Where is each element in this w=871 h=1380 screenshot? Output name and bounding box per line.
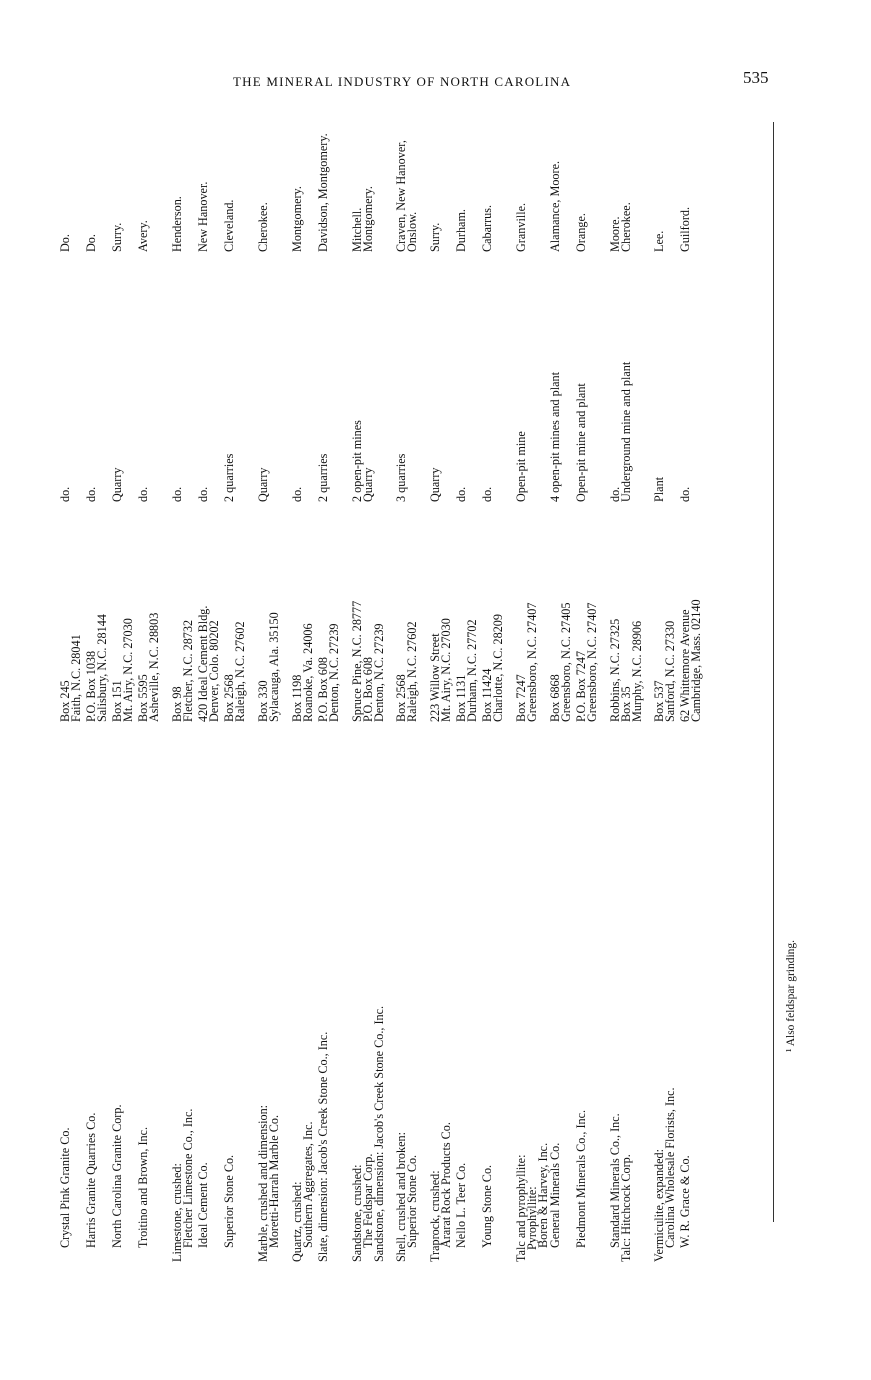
- table-row-address: [292, 502, 314, 722]
- table-row-address: [550, 502, 572, 722]
- county-line: Orange.: [574, 213, 588, 252]
- table-row-address: [610, 502, 644, 722]
- table-row-name: [112, 722, 123, 1262]
- address-line: Box 35: [619, 686, 634, 722]
- county-line: Do.: [58, 234, 72, 252]
- type-line: Underground mine and plant: [619, 361, 634, 502]
- name-line: Limestone, crushed:: [170, 1163, 184, 1262]
- county-line: Surry.: [110, 222, 124, 252]
- table-row-name: [138, 722, 149, 1262]
- type-line: Quarry: [110, 467, 124, 502]
- type-line: Quarry: [361, 467, 376, 502]
- address-line: Box 2568: [222, 674, 236, 722]
- type-line: 2 open-pit mines: [350, 420, 364, 502]
- address-line: Fletcher, N.C. 28732: [181, 619, 196, 722]
- table-row-address: [224, 502, 246, 722]
- address-line: P.O. Box 608: [361, 656, 376, 722]
- table-row-type: [224, 252, 235, 502]
- type-line: do.: [454, 486, 468, 502]
- table-row-county: [292, 122, 303, 252]
- county-line: Cabarrus.: [480, 204, 494, 252]
- address-line: Box 2568: [394, 674, 408, 722]
- county-line: Onslow.: [405, 211, 420, 252]
- address-line: 223 Willow Street: [428, 633, 442, 722]
- county-line: Craven, New Hanover,: [394, 140, 408, 252]
- address-line: Roanoke, Va. 24006: [301, 623, 316, 722]
- address-line: Box 6868: [548, 674, 562, 722]
- county-line: Durham.: [454, 209, 468, 252]
- table-row-county: [482, 122, 493, 252]
- table-row-name: [550, 722, 561, 1262]
- name-line: Quartz, crushed:: [290, 1181, 304, 1262]
- type-line: do.: [136, 486, 150, 502]
- type-line: 4 open-pit mines and plant: [548, 372, 562, 502]
- address-line: Box 11424: [480, 668, 494, 722]
- county-line: Mitchell.: [350, 207, 364, 252]
- table-row-address: [482, 502, 504, 722]
- name-line: Sandstone, crushed:: [350, 1164, 364, 1262]
- running-title: THE MINERAL INDUSTRY OF NORTH CAROLINA: [233, 74, 572, 89]
- table-row-county: [516, 122, 527, 252]
- name-line: Moretti-Harrah Marble Co.: [267, 1114, 282, 1248]
- table-row-name: [198, 722, 209, 1262]
- table-row-name: [456, 722, 467, 1262]
- address-line: Greensboro, N.C. 27405: [559, 602, 574, 722]
- county-line: Avery.: [136, 220, 150, 252]
- table-row-address: [456, 502, 478, 722]
- table-row-county: [680, 122, 691, 252]
- name-line: Vermiculite, expanded:: [652, 1148, 666, 1262]
- name-line: Ararat Rock Products Co.: [439, 1122, 454, 1248]
- address-line: Box 1198: [290, 674, 304, 722]
- type-line: do.: [196, 486, 210, 502]
- type-line: do.: [170, 486, 184, 502]
- footnote: ¹ Also feldspar grinding.: [785, 939, 797, 1052]
- table-row-address: [198, 502, 220, 722]
- table-row-county: [172, 122, 183, 252]
- table-row-address: [430, 502, 452, 722]
- address-line: Denton, N.C. 27239: [372, 623, 387, 722]
- address-line: Box 98: [170, 686, 184, 722]
- county-line: Montgomery.: [361, 186, 376, 252]
- type-line: Quarry: [256, 467, 270, 502]
- county-line: Moore.: [608, 216, 622, 252]
- table-row-name: [172, 722, 194, 1262]
- table-row-type: [138, 252, 149, 502]
- county-line: Surry.: [428, 222, 442, 252]
- type-line: do.: [58, 486, 72, 502]
- address-line: Mt. Airy, N.C. 27030: [121, 618, 136, 722]
- address-line: 420 Ideal Cement Bldg.: [196, 605, 210, 722]
- name-line: Sandstone, dimension: Jacob's Creek Stone Co., Inc.: [372, 1005, 387, 1262]
- name-line: Young Stone Co.: [480, 1164, 494, 1248]
- type-line: do.: [290, 486, 304, 502]
- table-row-address: [680, 502, 702, 722]
- table-row-county: [86, 122, 97, 252]
- table-row-county: [112, 122, 123, 252]
- name-line: Troitino and Brown, Inc.: [136, 1126, 150, 1248]
- county-line: Henderson.: [170, 196, 184, 252]
- county-line: Guilford.: [678, 206, 692, 252]
- table-row-county: [258, 122, 269, 252]
- page-header: [0, 66, 871, 96]
- table-row-type: [396, 252, 407, 502]
- address-line: Faith, N.C. 28041: [69, 634, 84, 722]
- name-line: Boren & Harvey, Inc.: [536, 1142, 551, 1248]
- table-row-type: [482, 252, 493, 502]
- name-line: Nello L. Teer Co.: [454, 1162, 468, 1248]
- address-line: Box 151: [110, 680, 124, 722]
- table-row-name: [318, 722, 329, 1262]
- address-line: Sanford, N.C. 27330: [663, 620, 678, 722]
- type-line: Open-pit mine and plant: [574, 383, 588, 502]
- table-row-name: [430, 722, 452, 1262]
- table-row-name: [258, 722, 280, 1262]
- table-row-county: [610, 122, 632, 252]
- county-line: Alamance, Moore.: [548, 160, 562, 252]
- type-line: do.: [608, 486, 622, 502]
- name-line: Fletcher Limestone Co., Inc.: [181, 1108, 196, 1248]
- address-line: P.O. Box 1038: [84, 650, 98, 722]
- address-line: Box 537: [652, 680, 666, 722]
- address-line: Spruce Pine, N.C. 28777: [350, 600, 364, 722]
- name-line: Ideal Cement Co.: [196, 1162, 210, 1248]
- address-line: Robbins, N.C. 27325: [608, 618, 622, 722]
- name-line: Shell, crushed and broken:: [394, 1132, 408, 1262]
- table-row-name: [224, 722, 235, 1262]
- table-row-type: [318, 252, 329, 502]
- address-line: Charlotte, N.C. 28209: [491, 614, 506, 722]
- county-line: Granville.: [514, 202, 528, 252]
- table-row-type: [456, 252, 467, 502]
- table-row-address: [60, 502, 82, 722]
- address-line: Raleigh, N.C. 27602: [405, 621, 420, 722]
- table-row-county: [430, 122, 441, 252]
- name-line: Superior Stone Co.: [222, 1154, 236, 1248]
- table-row-type: [198, 252, 209, 502]
- table-row-type: [60, 252, 71, 502]
- county-line: Davidson, Montgomery.: [316, 133, 330, 252]
- county-line: Cleveland.: [222, 199, 236, 252]
- type-line: 2 quarries: [316, 453, 330, 502]
- name-line: Southern Aggregates, Inc.: [301, 1121, 316, 1248]
- table-row-name: [610, 722, 632, 1262]
- address-line: Murphy, N.C. 28906: [630, 620, 645, 722]
- address-line: Greensboro, N.C. 27407: [585, 602, 600, 722]
- address-line: 62 Whittemore Avenue: [678, 609, 692, 722]
- producers-table: [60, 122, 780, 1262]
- table-row-name: [516, 722, 550, 1262]
- table-row-type: [654, 252, 665, 502]
- table-row-address: [172, 502, 194, 722]
- table-row-address: [86, 502, 108, 722]
- table-row-type: [258, 252, 269, 502]
- address-line: Sylacauga, Ala. 35150: [267, 612, 282, 722]
- name-line: Carolina Wholesale Florists, Inc.: [663, 1087, 678, 1248]
- table-row-county: [654, 122, 665, 252]
- table-row-address: [576, 502, 598, 722]
- name-line: Crystal Pink Granite Co.: [58, 1127, 72, 1248]
- table-row-name: [396, 722, 418, 1262]
- address-line: Salisbury, N.C. 28144: [95, 614, 110, 722]
- table-row-type: [680, 252, 691, 502]
- name-line: Talc and pyrophyllite:: [514, 1154, 528, 1262]
- table-row-name: [482, 722, 493, 1262]
- address-line: Greensboro, N.C. 27407: [525, 602, 540, 722]
- table-row-address: [654, 502, 676, 722]
- name-line: W. R. Grace & Co.: [678, 1155, 692, 1248]
- table-row-type: [550, 252, 561, 502]
- table-row-name: [680, 722, 691, 1262]
- county-line: Lee.: [652, 230, 666, 252]
- table-row-county: [318, 122, 329, 252]
- table-row-address: [138, 502, 160, 722]
- table-row-county: [198, 122, 209, 252]
- address-line: Denver, Colo. 80202: [207, 620, 222, 722]
- address-line: Box 1131: [454, 674, 468, 722]
- table-row-county: [456, 122, 467, 252]
- type-line: do.: [84, 486, 98, 502]
- type-line: do.: [678, 486, 692, 502]
- type-line: Quarry: [428, 467, 442, 502]
- table-row-type: [86, 252, 97, 502]
- address-line: Asheville, N.C. 28803: [147, 612, 162, 722]
- address-line: Durham, N.C. 27702: [465, 619, 480, 722]
- table-row-name: [654, 722, 676, 1262]
- name-line: Traprock, crushed:: [428, 1170, 442, 1262]
- table-row-county: [138, 122, 149, 252]
- table-row-name: [352, 722, 386, 1262]
- table-row-type: [610, 252, 632, 502]
- type-line: 2 quarries: [222, 453, 236, 502]
- name-line: Superior Stone Co.: [405, 1154, 420, 1248]
- name-line: Slate, dimension: Jacob's Creek Stone Co., Inc.: [316, 1031, 330, 1262]
- table-row-type: [112, 252, 123, 502]
- table-row-address: [352, 502, 386, 722]
- page-number: 535: [743, 68, 769, 87]
- address-line: P.O. Box 7247: [574, 650, 588, 722]
- name-line: Piedmont Minerals Co., Inc.: [574, 1109, 588, 1248]
- table-row-county: [550, 122, 561, 252]
- table-row-type: [576, 252, 587, 502]
- table-row-county: [224, 122, 235, 252]
- address-line: Box 330: [256, 680, 270, 722]
- table-row-type: [292, 252, 303, 502]
- type-line: Open-pit mine: [514, 431, 528, 502]
- name-line: The Feldspar Corp.: [361, 1153, 376, 1248]
- table-row-address: [258, 502, 280, 722]
- county-line: Montgomery.: [290, 186, 304, 252]
- table-row-type: [172, 252, 183, 502]
- name-line: General Minerals Co.: [548, 1142, 562, 1248]
- table-row-county: [352, 122, 374, 252]
- name-line: Talc: Hitchcock Corp.: [619, 1154, 634, 1262]
- address-line: Raleigh, N.C. 27602: [233, 621, 248, 722]
- county-line: Cherokee.: [619, 202, 634, 252]
- type-line: Plant: [652, 476, 666, 502]
- type-line: do.: [480, 486, 494, 502]
- address-line: Mt. Airy, N.C. 27030: [439, 618, 454, 722]
- table-row-type: [430, 252, 441, 502]
- address-line: Box 245: [58, 680, 72, 722]
- name-line: Marble, crushed and dimension:: [256, 1104, 270, 1262]
- table-row-name: [86, 722, 97, 1262]
- table-row-address: [516, 502, 538, 722]
- address-line: P.O. Box 608: [316, 656, 330, 722]
- table-row-address: [318, 502, 340, 722]
- name-line: Standard Minerals Co., Inc.: [608, 1113, 622, 1248]
- table-row-address: [396, 502, 418, 722]
- type-line: 3 quarries: [394, 453, 408, 502]
- address-line: Cambridge, Mass. 02140: [689, 599, 704, 722]
- table-row-name: [576, 722, 587, 1262]
- table-row-county: [396, 122, 418, 252]
- table-row-type: [352, 252, 374, 502]
- table-row-address: [112, 502, 134, 722]
- county-line: Do.: [84, 234, 98, 252]
- address-line: Box 5595: [136, 674, 150, 722]
- address-line: Denton, N.C. 27239: [327, 623, 342, 722]
- table-row-county: [60, 122, 71, 252]
- table-row-county: [576, 122, 587, 252]
- table-row-type: [516, 252, 527, 502]
- table-row-name: [292, 722, 314, 1262]
- county-line: Cherokee.: [256, 202, 270, 252]
- address-line: Box 7247: [514, 674, 528, 722]
- name-line: Pyrophyllite:: [525, 1186, 540, 1250]
- name-line: Harris Granite Quarries Co.: [84, 1112, 98, 1248]
- county-line: New Hanover.: [196, 181, 210, 252]
- table-row-name: [60, 722, 71, 1262]
- name-line: North Carolina Granite Corp.: [110, 1104, 124, 1248]
